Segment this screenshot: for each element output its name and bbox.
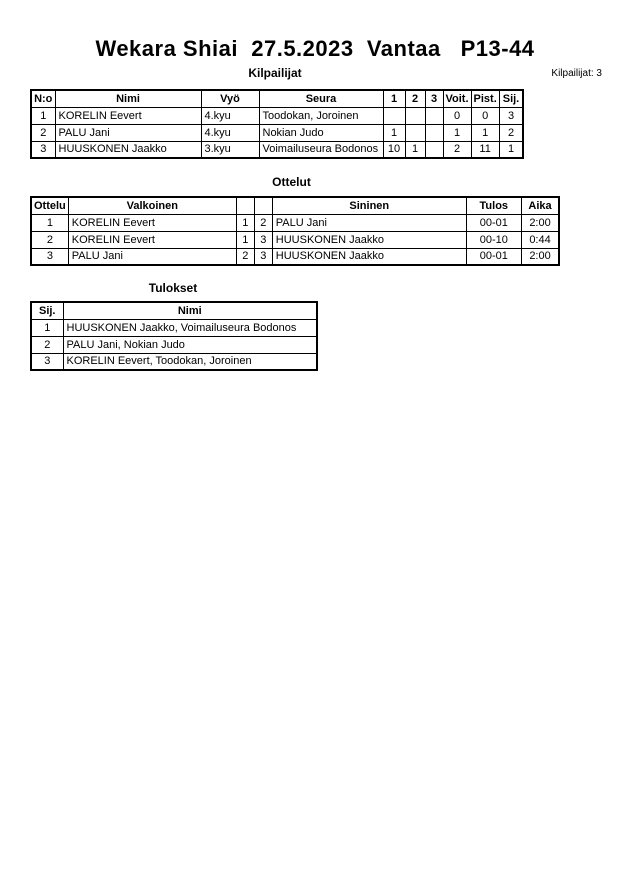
cell-wins: 1: [443, 124, 471, 141]
cell-blue-no: 3: [254, 248, 272, 265]
results-section-title: Tulokset: [148, 281, 198, 295]
col-header-name: Nimi: [55, 90, 201, 107]
cell-rank: 3: [499, 107, 523, 124]
cell-round3: [425, 141, 443, 158]
cell-name: KORELIN Eevert, Toodokan, Joroinen: [63, 353, 317, 370]
cell-rank: 1: [499, 141, 523, 158]
cell-rank: 3: [31, 353, 63, 370]
cell-blue-name: PALU Jani: [272, 214, 466, 231]
cell-blue-no: 3: [254, 231, 272, 248]
cell-rank: 2: [31, 336, 63, 353]
col-header-name: Nimi: [63, 302, 317, 319]
cell-match-no: 1: [31, 214, 68, 231]
cell-round3: [425, 124, 443, 141]
col-header-rank: Sij.: [31, 302, 63, 319]
cell-result: 00-10: [466, 231, 521, 248]
cell-club: Voimailuseura Bodonos: [259, 141, 383, 158]
cell-rank: 1: [31, 319, 63, 336]
cell-round1: 1: [383, 124, 405, 141]
cell-name: PALU Jani: [55, 124, 201, 141]
cell-no: 2: [31, 124, 55, 141]
col-header-wins: Voit.: [443, 90, 471, 107]
cell-white-no: 2: [236, 248, 254, 265]
cell-blue-no: 2: [254, 214, 272, 231]
cell-name: KORELIN Eevert: [55, 107, 201, 124]
col-header-white: Valkoinen: [68, 197, 236, 214]
col-header-time: Aika: [521, 197, 559, 214]
cell-white-name: KORELIN Eevert: [68, 231, 236, 248]
col-header-blank: [254, 197, 272, 214]
cell-wins: 2: [443, 141, 471, 158]
cell-round1: [383, 107, 405, 124]
results-table: [30, 301, 318, 371]
cell-result: 00-01: [466, 214, 521, 231]
competitors-count: Kilpailijat: 3: [551, 68, 602, 79]
matches-table: [30, 196, 560, 266]
page-title: Wekara Shiai 27.5.2023 Vantaa P13-44: [95, 36, 535, 61]
cell-time: 2:00: [521, 248, 559, 265]
competitors-header-row: [31, 90, 523, 107]
cell-white-name: KORELIN Eevert: [68, 214, 236, 231]
cell-no: 3: [31, 141, 55, 158]
matches-header-row: [31, 197, 559, 214]
cell-name: PALU Jani, Nokian Judo: [63, 336, 317, 353]
cell-match-no: 2: [31, 231, 68, 248]
cell-blue-name: HUUSKONEN Jaakko: [272, 231, 466, 248]
cell-round3: [425, 107, 443, 124]
cell-club: Toodokan, Joroinen: [259, 107, 383, 124]
cell-belt: 3.kyu: [201, 141, 259, 158]
col-header-club: Seura: [259, 90, 383, 107]
cell-rank: 2: [499, 124, 523, 141]
cell-wins: 0: [443, 107, 471, 124]
cell-round2: 1: [405, 141, 425, 158]
competitors-table: [30, 89, 524, 159]
cell-no: 1: [31, 107, 55, 124]
table-row: [31, 141, 523, 158]
cell-points: 0: [471, 107, 499, 124]
col-header-rank: Sij.: [499, 90, 523, 107]
col-header-blue: Sininen: [272, 197, 466, 214]
results-header-row: [31, 302, 317, 319]
table-row: [31, 248, 559, 265]
matches-section-title: Ottelut: [272, 175, 311, 189]
cell-match-no: 3: [31, 248, 68, 265]
col-header-no: N:o: [31, 90, 55, 107]
cell-points: 1: [471, 124, 499, 141]
cell-time: 0:44: [521, 231, 559, 248]
col-header-result: Tulos: [466, 197, 521, 214]
col-header-match: Ottelu: [31, 197, 68, 214]
table-row: [31, 107, 523, 124]
cell-name: HUUSKONEN Jaakko, Voimailuseura Bodonos: [63, 319, 317, 336]
col-header-round1: 1: [383, 90, 405, 107]
cell-club: Nokian Judo: [259, 124, 383, 141]
cell-round2: [405, 124, 425, 141]
table-row: [31, 353, 317, 370]
cell-white-no: 1: [236, 214, 254, 231]
col-header-round3: 3: [425, 90, 443, 107]
col-header-points: Pist.: [471, 90, 499, 107]
table-row: [31, 319, 317, 336]
cell-white-no: 1: [236, 231, 254, 248]
cell-round2: [405, 107, 425, 124]
col-header-blank: [236, 197, 254, 214]
cell-blue-name: HUUSKONEN Jaakko: [272, 248, 466, 265]
cell-white-name: PALU Jani: [68, 248, 236, 265]
competitors-section-title: Kilpailijat: [248, 66, 302, 80]
table-row: [31, 124, 523, 141]
cell-belt: 4.kyu: [201, 124, 259, 141]
cell-name: HUUSKONEN Jaakko: [55, 141, 201, 158]
col-header-round2: 2: [405, 90, 425, 107]
col-header-belt: Vyö: [201, 90, 259, 107]
table-row: [31, 231, 559, 248]
cell-points: 11: [471, 141, 499, 158]
table-row: [31, 336, 317, 353]
cell-result: 00-01: [466, 248, 521, 265]
cell-round1: 10: [383, 141, 405, 158]
table-row: [31, 214, 559, 231]
cell-belt: 4.kyu: [201, 107, 259, 124]
cell-time: 2:00: [521, 214, 559, 231]
